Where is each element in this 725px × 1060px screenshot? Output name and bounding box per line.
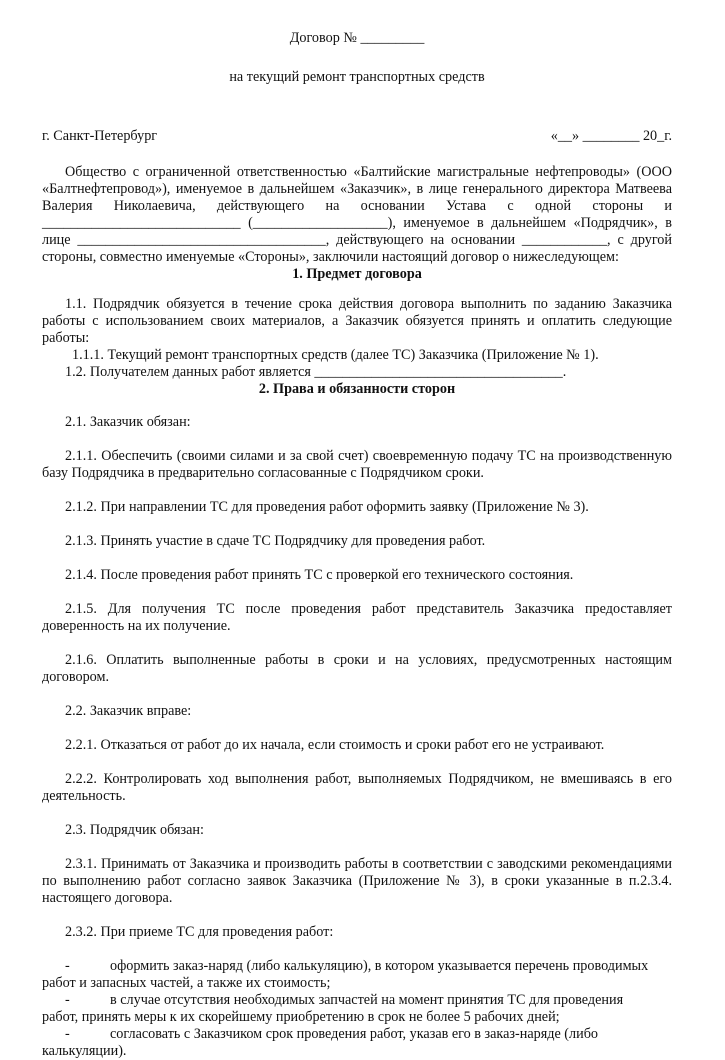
list-item-continuation: работ и запасных частей, а также их стоимость; <box>42 975 331 991</box>
contract-subtitle: на текущий ремонт транспортных средств <box>229 69 485 85</box>
clause-2-2-2: 2.2.2. Контролировать ход выполнения работ, выполняемых Подрядчиком, не вмешиваясь в его деятельность. <box>42 771 672 804</box>
clause-1-1-1: 1.1.1. Текущий ремонт транспортных средств (далее ТС) Заказчика (Приложение № 1). <box>72 347 599 363</box>
list-item-text: согласовать с Заказчиком срок проведения работ, указав его в заказ-наряде (либо <box>110 1026 599 1042</box>
clause-2-2-1: 2.2.1. Отказаться от работ до их начала, если стоимость и сроки работ его не устраивают. <box>65 737 605 753</box>
list-item-continuation: работ, принять меры к их скорейшему приобретению в срок не более 5 рабочих дней; <box>42 1009 560 1025</box>
intro-paragraph: Общество с ограниченной ответственностью «Балтийские магистральные нефтепроводы» (ООО «Балтнефтепровод»), именуемое в дальнейшем «Заказчик», в лице генерального директора Матвеева Валерия Николаевича, действующего на основании Устава с одной стороны и ____________________________ (___________________), именуемое в дальнейшем «Подрядчик», в лице ___________________________________, действующего на основании ____________, с другой стороны, совместно именуемые «Стороны», заключили настоящий договор о нижеследующем: <box>42 164 672 265</box>
clause-2-1-1: 2.1.1. Обеспечить (своими силами и за свой счет) своевременную подачу ТС на производственную базу Подрядчика в предварительно согласованные с Подрядчиком сроки. <box>42 448 672 481</box>
section-2-heading: 2. Права и обязанности сторон <box>258 381 456 397</box>
clause-2-3: 2.3. Подрядчик обязан: <box>65 822 204 838</box>
clause-1-1: 1.1. Подрядчик обязуется в течение срока действия договора выполнить по заданию Заказчика работы с использованием своих материалов, а Заказчик обязуется принять и оплатить следующие работы: <box>42 296 672 346</box>
list-item-text: в случае отсутствия необходимых запчастей на момент принятия ТС для проведения <box>110 992 624 1008</box>
city: г. Санкт-Петербург <box>42 128 158 144</box>
list-item <box>42 1026 672 1060</box>
list-item <box>42 992 672 1026</box>
list-item-continuation: калькуляции). <box>42 1043 127 1059</box>
clause-2-3-2: 2.3.2. При приеме ТС для проведения работ: <box>65 924 334 940</box>
clause-1-2: 1.2. Получателем данных работ является ___________________________________. <box>65 364 567 380</box>
clause-2-2: 2.2. Заказчик вправе: <box>65 703 192 719</box>
list-item <box>42 958 672 992</box>
city-date-line <box>42 128 672 145</box>
clause-2-1-2: 2.1.2. При направлении ТС для проведения работ оформить заявку (Приложение № 3). <box>65 499 589 515</box>
section-1-heading: 1. Предмет договора <box>292 266 422 282</box>
dash-marker: - <box>65 992 70 1008</box>
list-item-text: оформить заказ-наряд (либо калькуляцию), в котором указывается перечень проводимых <box>110 958 649 974</box>
clause-2-1-5: 2.1.5. Для получения ТС после проведения работ представитель Заказчика предоставляет доверенность на их получение. <box>42 601 672 634</box>
clause-2-1-4: 2.1.4. После проведения работ принять ТС с проверкой его технического состояния. <box>65 567 574 583</box>
clause-2-3-1: 2.3.1. Принимать от Заказчика и производить работы в соответствии с заводскими рекомендациями по выполнению работ согласно заявок Заказчика (Приложение № 3), в сроки указанные в п.2.3.4. настоящего договора. <box>42 856 672 906</box>
bullet-list <box>42 958 672 1060</box>
clause-2-1: 2.1. Заказчик обязан: <box>65 414 191 430</box>
contract-title: Договор № _________ <box>289 30 425 46</box>
dash-marker: - <box>65 1026 70 1042</box>
clause-2-1-6: 2.1.6. Оплатить выполненные работы в сроки и на условиях, предусмотренных настоящим договором. <box>42 652 672 685</box>
clause-2-1-3: 2.1.3. Принять участие в сдаче ТС Подрядчику для проведения работ. <box>65 533 486 549</box>
contract-date: «__» ________ 20_г. <box>550 128 672 144</box>
dash-marker: - <box>65 958 70 974</box>
